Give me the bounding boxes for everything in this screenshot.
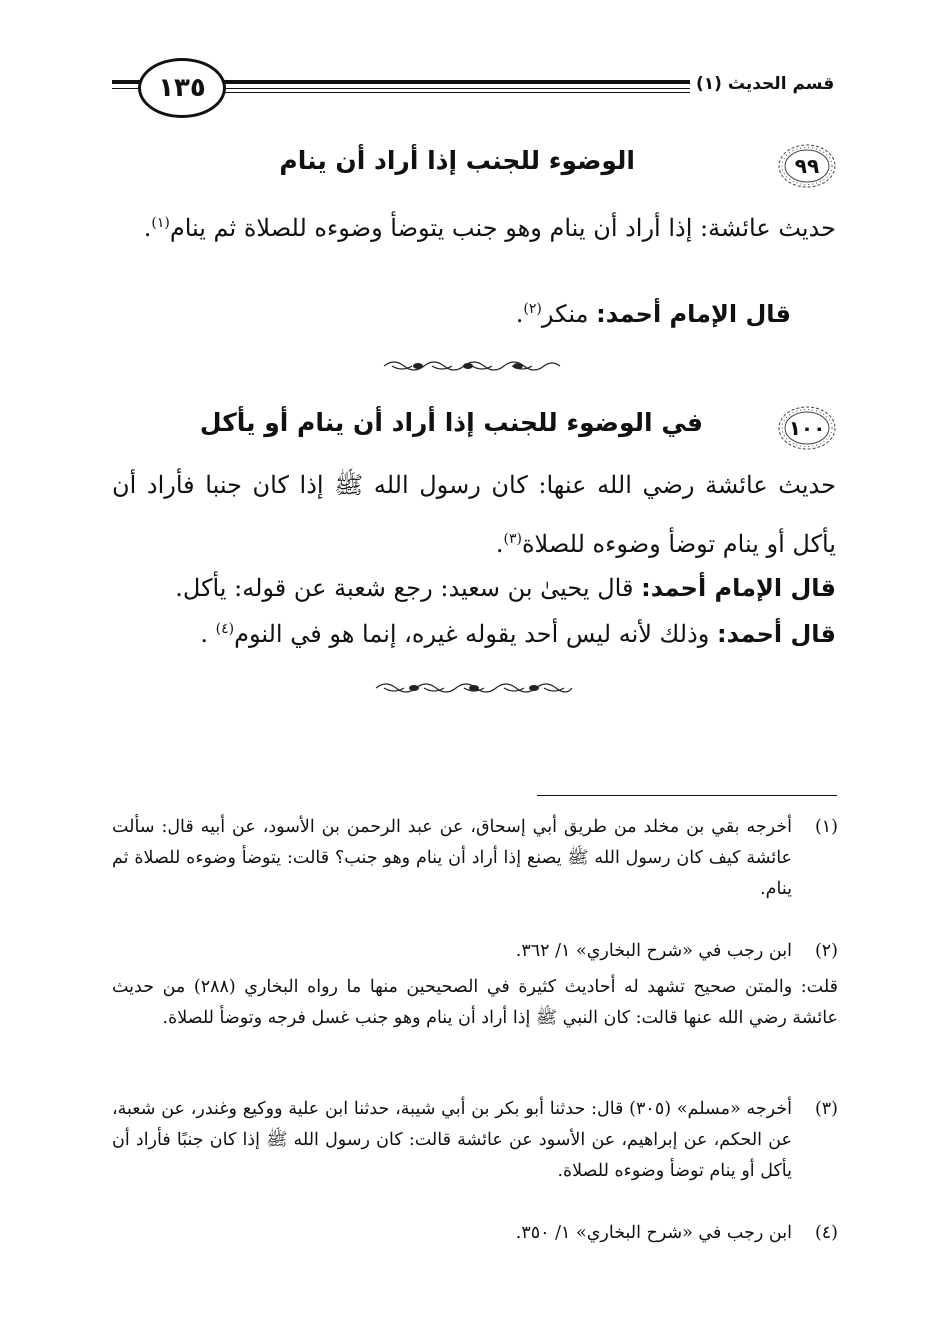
footnote-2: (٢) ابن رجب في «شرح البخاري» ١/ ٣٦٢. — [515, 941, 838, 961]
section-99-quote: قال الإمام أحمد: منكر$^{(٢)}$. — [515, 300, 791, 328]
page-number: ١٣٥ — [138, 58, 226, 118]
section-100-quote-2: قال أحمد: وذلك لأنه ليس أحد يقوله غيره، إنما هو في النوم$^{(٤)}$ . — [200, 620, 836, 648]
section-100-hadith: حديث عائشة رضي الله عنها: كان رسول الله ﷺ إذا كان جنبا فأراد أن يأكل أو ينام توضأ وضوءه للصلاة$^{(٣)}$. — [112, 471, 836, 558]
footnote-3: (٣) أخرجه «مسلم» (٣٠٥) قال: حدثنا أبو بكر بن أبي شيبة، حدثنا ابن علية ووكيع وغندر، عن شعبة، عن الحكم، عن إبراهيم، عن الأسود عن عائشة قالت: كان رسول الله ﷺ إذا كان جنبًا فأراد أن يأكل أو ينام توضأ وضوءه للصلاة. — [112, 1099, 838, 1181]
section-100-title: في الوضوء للجنب إذا أراد أن ينام أو يأكل — [199, 408, 703, 437]
footnote-separator — [537, 795, 837, 796]
section-number-badge: ٩٩ — [776, 142, 838, 190]
section-100-quote-1: قال الإمام أحمد: قال يحيىٰ بن سعيد: رجع شعبة عن قوله: يأكل. — [175, 574, 836, 602]
footnote-2-comment: قلت: والمتن صحيح تشهد له أحاديث كثيرة في الصحيحين منها ما رواه البخاري (٢٨٨) من حديث عائشة رضي الله عنها قالت: كان النبي ﷺ إذا أراد أن ينام وهو جنب غسل فرجه وتوضأ للصلاة. — [112, 977, 838, 1028]
footnote-4: (٤) ابن رجب في «شرح البخاري» ١/ ٣٥٠. — [515, 1223, 838, 1243]
section-99-title: الوضوء للجنب إذا أراد أن ينام — [279, 146, 635, 175]
section-number-badge: ١٠٠ — [776, 404, 838, 452]
divider-ornament — [382, 358, 562, 374]
section-99-hadith: حديث عائشة: إذا أراد أن ينام وهو جنب يتوضأ وضوءه للصلاة ثم ينام$^{(١)}$. — [143, 214, 836, 242]
footnote-1: (١) أخرجه بقي بن مخلد من طريق أبي إسحاق، عن عبد الرحمن بن الأسود، عن أبيه قال: سألت عائشة كيف كان رسول الله ﷺ يصنع إذا أراد أن ينام وهو جنب؟ قالت: يتوضأ وضوءه للصلاة ثم ينام. — [112, 817, 838, 899]
running-header: قسم الحديث (١) — [690, 74, 840, 94]
divider-ornament — [374, 680, 574, 696]
